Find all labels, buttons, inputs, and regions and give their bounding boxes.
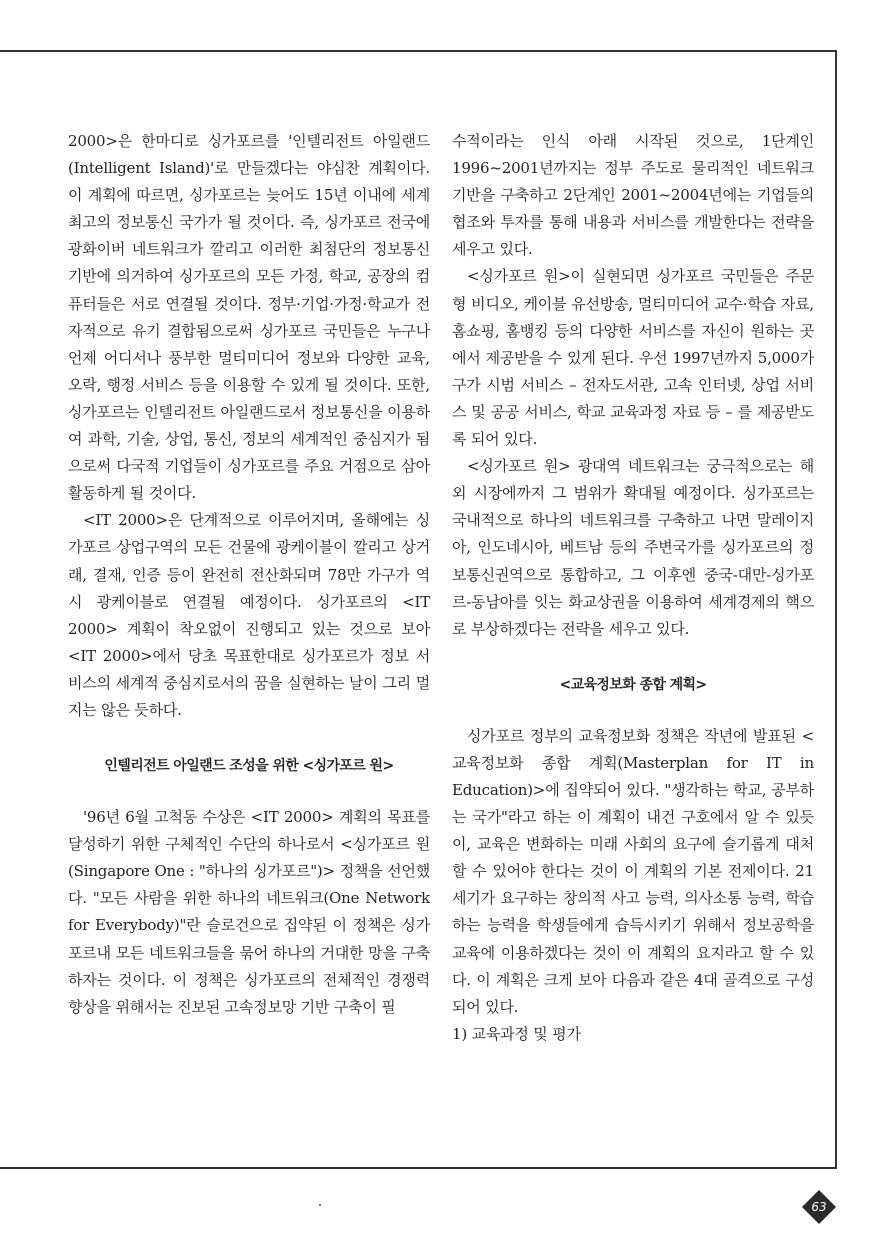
- right-paragraph-3: <싱가포르 원> 광대역 네트워크는 궁극적으로는 해외 시장에까지 그 범위가 확대될 예정이다. 싱가포르는 국내적으로 하나의 네트워크를 구축하고 나면 말레이지아, 인도네시아, 베트남 등의 주변국가를 싱가포르의 정보통신권역으로 통합하고, 그 이후엔 중국-대만-싱가포르-동남아를 잇는 화교상권을 이용하여 세계경제의 핵으로 부상하겠다는 전략을 세우고 있다.: [452, 457, 814, 638]
- section-heading-singapore-one: 인텔리전트 아일랜드 조성을 위한 <싱가포르 원>: [104, 758, 394, 775]
- left-paragraph-2: <IT 2000>은 단계적으로 이루어지며, 올해에는 싱가포르 상업구역의 모든 건물에 광케이블이 깔리고 상거래, 결재, 인증 등이 완전히 전산화되며 78만 가구가 역시 광케이블로 연결될 예정이다. 싱가포르의 <IT 2000> 계획이 착오없이 진행되고 있는 것으로 보아 <IT 2000>에서 당초 목표한대로 싱가포르가 정보 서비스의 세계적 중심지로서의 꿈을 실현하는 날이 그리 멀지는 않은 듯하다.: [68, 511, 430, 719]
- left-column: [68, 128, 430, 1021]
- left-paragraph-3: '96년 6월 고척동 수상은 <IT 2000> 계획의 목표를 달성하기 위한 구체적인 수단의 하나로서 <싱가포르 원(Singapore One : "하나의 싱가포르")> 정책을 선언했다. "모든 사람을 위한 하나의 네트워크(One Network for Everybody)"란 슬로건으로 집약된 이 정책은 싱가포르내 모든 네트워크들을 묶어 하나의 거대한 망을 구축하자는 것이다. 이 정책은 싱가포르의 전체적인 경쟁력 향상을 위해서는 진보된 고속정보망 기반 구축이 필: [68, 808, 430, 1016]
- section-heading-education-plan: <교육정보화 종합 계획>: [559, 676, 707, 693]
- top-border-rule: [0, 50, 836, 52]
- list-item-curriculum: 1) 교육과정 및 평가: [452, 1024, 581, 1043]
- page-number: 63: [811, 1200, 827, 1214]
- right-column: [452, 128, 814, 1048]
- bottom-border-rule: [0, 1167, 837, 1169]
- scan-speck: [319, 1204, 321, 1206]
- right-border-rule: [835, 50, 837, 1168]
- left-paragraph-1: 2000>은 한마디로 싱가포르를 '인텔리전트 아일랜드(Intelligent Island)'로 만들겠다는 야심찬 계획이다. 이 계획에 따르면, 싱가포르는 늦어도 15년 이내에 세계 최고의 정보통신 국가가 될 것이다. 즉, 싱가포르 전국에 광화이버 네트워크가 깔리고 이러한 최첨단의 정보통신 기반에 의거하여 싱가포르의 모든 가정, 학교, 공장의 컴퓨터들은 서로 연결될 것이다. 정부·기업·가정·학교가 전자적으로 유기 결합됨으로써 싱가포르 국민들은 누구나 언제 어디서나 풍부한 멀티미디어 정보와 다양한 교육, 오락, 행정 서비스 등을 이용할 수 있게 될 것이다. 또한, 싱가포르는 인텔리전트 아일랜드로서 정보통신을 이용하여 과학, 기술, 상업, 통신, 정보의 세계적인 중심지가 됨으로써 다국적 기업들이 싱가포르를 주요 거점으로 삼아 활동하게 될 것이다.: [68, 132, 430, 503]
- right-paragraph-2: <싱가포르 원>이 실현되면 싱가포르 국민들은 주문형 비디오, 케이블 유선방송, 멀티미디어 교수·학습 자료, 홈쇼핑, 홈뱅킹 등의 다양한 서비스를 자신이 원하는 곳에서 제공받을 수 있게 된다. 우선 1997년까지 5,000가구가 시범 서비스 – 전자도서관, 고속 인터넷, 상업 서비스 및 공공 서비스, 학교 교육과정 자료 등 – 를 제공받도록 되어 있다.: [452, 267, 814, 449]
- page-number-badge: [801, 1189, 837, 1225]
- right-paragraph-4: 싱가포르 정부의 교육정보화 정책은 작년에 발표된 <교육정보화 종합 계획(Masterplan for IT in Education)>에 집약되어 있다. "생각하는 학교, 공부하는 국가"라고 하는 이 계획이 내건 구호에서 알 수 있듯이, 교육은 변화하는 미래 사회의 요구에 슬기롭게 대처할 수 있어야 한다는 것이 이 계획의 기본 전제이다. 21세기가 요구하는 창의적 사고 능력, 의사소통 능력, 학습하는 능력을 학생들에게 습득시키기 위해서 정보공학을 교육에 이용하겠다는 것이 이 계획의 요지라고 할 수 있다. 이 계획은 크게 보아 다음과 같은 4대 골격으로 구성되어 있다.: [452, 726, 814, 1016]
- right-paragraph-1: 수적이라는 인식 아래 시작된 것으로, 1단계인 1996~2001년까지는 정부 주도로 물리적인 네트워크 기반을 구축하고 2단계인 2001~2004년에는 기업들의 협조와 투자를 통해 내용과 서비스를 개발한다는 전략을 세우고 있다.: [452, 132, 814, 259]
